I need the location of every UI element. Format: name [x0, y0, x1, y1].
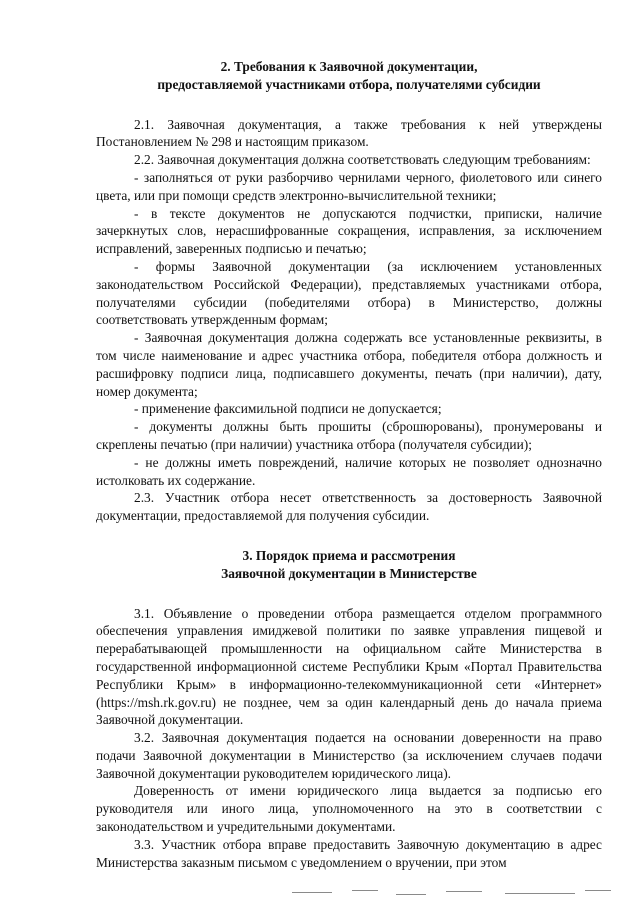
document-body [96, 58, 602, 871]
section-3-heading [96, 547, 602, 583]
requirement-item: - в тексте документов не допускаются подчистки, приписки, наличие зачеркнутых слов, нерасшифрованные сокращения, исправления, за исключением исправлений, заверенных подписью и печатью; [96, 205, 602, 257]
requirement-item: - применение факсимильной подписи не допускается; [134, 401, 442, 417]
scan-artifact-line [505, 893, 575, 894]
paragraph-2-3: 2.3. Участник отбора несет ответственность за достоверность Заявочной документации, предоставляемой для получения субсидии. [96, 490, 602, 524]
scan-artifact-line [292, 892, 332, 893]
requirement-item: - заполняться от руки разборчиво чернилами черного, фиолетового или синего цвета, или при помощи средств электронно-вычислительной техники; [96, 169, 602, 203]
section-3-heading-line-1: 3. Порядок приема и рассмотрения [242, 547, 456, 563]
scan-artifact-line [585, 890, 611, 891]
requirement-item: - Заявочная документация должна содержать все установленные реквизиты, в том числе наименование и адрес участника отбора, победителя отбора должность и расшифровку подписи лица, подписавшего документы, печать (при наличии), дату, номер документа; [96, 330, 602, 399]
scan-artifact-lines [0, 888, 637, 900]
requirement-item: - не должны иметь повреждений, наличие которых не позволяет однозначно истолковать их содержание. [96, 454, 602, 488]
section-2-heading [96, 58, 602, 94]
section-2-heading-line-1: 2. Требования к Заявочной документации, [220, 59, 478, 74]
section-2-heading-line-2: предоставляемой участниками отбора, получателями субсидии [157, 76, 541, 92]
section-2-body [96, 116, 602, 525]
scan-artifact-line [446, 891, 482, 892]
requirement-item: - формы Заявочной документации (за исключением установленных законодательством Российской Федерации), представляемых участниками отбора, получателями субсидии (победителями отбора) в Министерство, должны соответствовать утвержденным формам; [96, 258, 602, 328]
paragraph-power-of-attorney: Доверенность от имени юридического лица выдается за подписью его руководителя или иного лица, уполномоченного на это в соответствии с законодательством и учредительными документами. [96, 783, 602, 835]
paragraph-3-1: 3.1. Объявление о проведении отбора размещается отделом программного обеспечения управления имиджевой политики по заявке управления пищевой и перерабатывающей промышленности на официальном сайте Министерства в государственной информационной системе Республики Крым «Портал Правительства Республики Крым» в информационно-телекоммуникационной сети «Интернет» (https://msh.rk.gov.ru) не позднее, чем за один календарный день до начала приема Заявочной документации. [96, 605, 602, 728]
section-3-body [96, 605, 602, 872]
paragraph-3-2: 3.2. Заявочная документация подается на основании доверенности на право подачи Заявочной документации в Министерство (за исключением случаев подачи Заявочной документации руководителем юридического лица). [96, 730, 602, 781]
paragraph-2-1: 2.1. Заявочная документация, а также требования к ней утверждены Постановлением № 298 и настоящим приказом. [96, 116, 602, 150]
paragraph-3-3: 3.3. Участник отбора вправе предоставить Заявочную документацию в адрес Министерства заказным письмом с уведомлением о вручении, при этом [96, 836, 602, 870]
scan-artifact-line [352, 890, 378, 891]
requirement-item: - документы должны быть прошиты (сброшюрованы), пронумерованы и скреплены печатью (при наличии) участника отбора (получателя субсидии); [96, 419, 602, 452]
paragraph-2-2: 2.2. Заявочная документация должна соответствовать следующим требованиям: [134, 152, 591, 168]
section-3-heading-line-2: Заявочной документации в Министерстве [221, 565, 477, 581]
scan-artifact-line [396, 894, 426, 895]
